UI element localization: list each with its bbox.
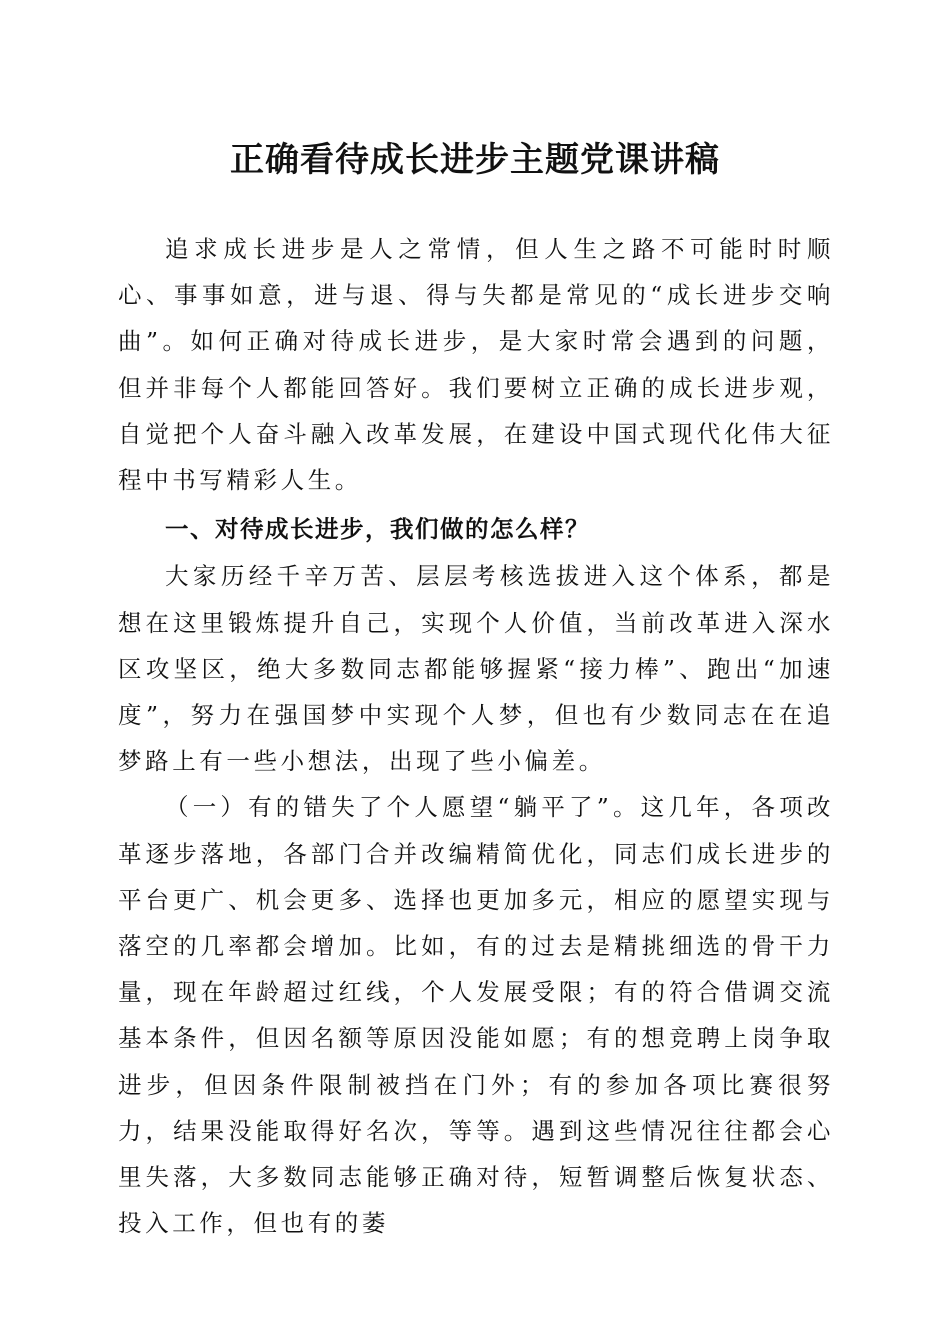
intro-paragraph: 追求成长进步是人之常情，但人生之路不可能时时顺心、事事如意，进与退、得与失都是常见的“成长进步交响曲”。如何正确对待成长进步，是大家时常会遇到的问题，但并非每个人都能回答好。我们要树立正确的成长进步观，自觉把个人奋斗融入改革发展，在建设中国式现代化伟大征程中书写精彩人生。 [118,235,834,495]
subsection-1-paragraph: （一）有的错失了个人愿望“躺平了”。这几年，各项改革逐步落地，各部门合并改编精简优化，同志们成长进步的平台更广、机会更多、选择也更加多元，相应的愿望实现与落空的几率都会增加。比如，有的过去是精挑细选的骨干力量，现在年龄超过红线，个人发展受限；有的符合借调交流基本条件，但因名额等原因没能如愿；有的想竞聘上岗争取进步，但因条件限制被挡在门外；有的参加各项比赛很努力，结果没能取得好名次，等等。遇到这些情况往往都会心里失落，大多数同志能够正确对待，短暂调整后恢复状态、投入工作，但也有的萎 [118,793,834,1238]
document-body [118,226,834,1246]
section-heading-1: 一、对待成长进步，我们做的怎么样？ [165,515,590,544]
section-1-paragraph: 大家历经千辛万苦、层层考核选拔进入这个体系，都是想在这里锻炼提升自己，实现个人价值，当前改革进入深水区攻坚区，绝大多数同志都能够握紧“接力棒”、跑出“加速度”，努力在强国梦中实现个人梦，但也有少数同志在在追梦路上有一些小想法，出现了些小偏差。 [118,562,834,776]
document-title: 正确看待成长进步主题党课讲稿 [230,140,720,180]
